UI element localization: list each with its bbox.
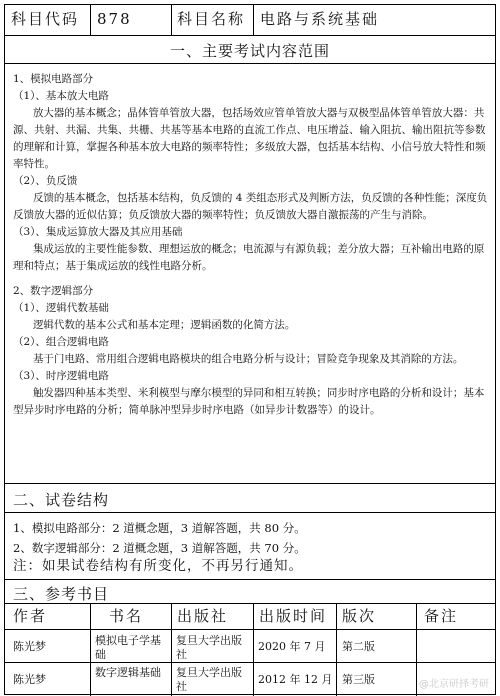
section-1-title: 一、主要考试内容范围 bbox=[169, 42, 330, 60]
subject-name-label: 科目名称 bbox=[177, 10, 246, 28]
row1-date: 2020 年 7 月 bbox=[258, 640, 326, 653]
divider bbox=[253, 5, 254, 35]
subheading-logic-algebra: （1）、逻辑代数基础 bbox=[13, 302, 109, 314]
divider bbox=[5, 603, 495, 604]
divider bbox=[171, 5, 172, 35]
row2-author: 陈光梦 bbox=[13, 673, 46, 686]
divider bbox=[5, 512, 495, 513]
subject-code-value: 878 bbox=[97, 10, 132, 28]
row2-title: 数字逻辑基础 bbox=[95, 666, 161, 679]
divider bbox=[336, 603, 337, 696]
row2-edition: 第三版 bbox=[342, 673, 375, 686]
paragraph-basic-amplifier: 放大器的基本概念；晶体管单管放大器，包括场效应管单管放大器与双极型晶体管单管放大器：共源、共射、共漏、共集、共栅、共基等基本电路的直流工作点、电压增益、输入阻抗、输出阻抗等参数的理解和计算，掌握各种基本放大电路的频率特性；多级放大器，包括基本结构、小信号放大特性和频率特性。 bbox=[13, 107, 486, 170]
divider bbox=[5, 35, 495, 36]
divider bbox=[5, 483, 495, 484]
paragraph-logic-algebra: 逻辑代数的基本公式和基本定理；逻辑函数的化简方法。 bbox=[32, 319, 296, 331]
heading-digital: 2、数字逻辑部分 bbox=[13, 285, 94, 297]
divider bbox=[253, 603, 254, 696]
section-1-body bbox=[13, 71, 489, 419]
subheading-negative-feedback: （2）、负反馈 bbox=[13, 175, 78, 187]
divider bbox=[90, 5, 91, 35]
row2-date: 2012 年 12 月 bbox=[258, 673, 333, 686]
col-header-date: 出版时间 bbox=[259, 607, 328, 625]
subject-code-label: 科目代码 bbox=[11, 10, 80, 28]
col-header-remarks: 备注 bbox=[424, 607, 459, 625]
structure-note: 注：如果试卷结构有所变化，不再另行通知。 bbox=[13, 558, 303, 574]
row1-publisher: 复旦大学出版社 bbox=[176, 634, 242, 661]
paragraph-op-amp: 集成运放的主要性能参数、理想运放的概念；电流源与有源负载；差分放大器；互补输出电路的原理和特点；基于集成运放的线性电路分析。 bbox=[13, 243, 485, 272]
divider bbox=[171, 603, 172, 696]
subheading-basic-amplifier: （1）、基本放大电路 bbox=[13, 90, 109, 102]
paragraph-combinational: 基于门电路、常用组合逻辑电路模块的组合电路分析与设计；冒险竞争现象及其消除的方法。 bbox=[32, 353, 464, 365]
subheading-combinational: （2）、组合逻辑电路 bbox=[13, 336, 109, 348]
divider bbox=[5, 63, 495, 64]
col-header-author: 作者 bbox=[13, 607, 48, 625]
col-header-edition: 版次 bbox=[342, 607, 377, 625]
structure-line-digital: 2、数字逻辑部分：2 道概念题，3 道解答题，共 70 分。 bbox=[13, 541, 306, 555]
divider bbox=[416, 603, 417, 696]
divider bbox=[5, 662, 495, 663]
row1-author: 陈光梦 bbox=[13, 640, 46, 653]
subject-name-value: 电路与系统基础 bbox=[260, 10, 380, 28]
paragraph-negative-feedback: 反馈的基本概念，包括基本结构，负反馈的 4 类组态形式及判断方法，负反馈的各种性能；深度负反馈放大器的近似估算；负反馈放大器的频率特性；负反馈放大器自激振荡的产生与消除。 bbox=[13, 192, 488, 221]
watermark: @北京研择考研 bbox=[419, 679, 489, 690]
row1-edition: 第二版 bbox=[342, 640, 375, 653]
row1-title: 模拟电子学基础 bbox=[95, 634, 161, 661]
paragraph-sequential: 触发器四种基本类型、米利模型与摩尔模型的异同和相互转换；同步时序电路的分析和设计；基本型异步时序电路的分析；简单脉冲型异步时序电路（如异步计数器等）的设计。 bbox=[13, 387, 485, 416]
subheading-op-amp: （3）、集成运算放大器及其应用基础 bbox=[13, 226, 183, 238]
divider bbox=[90, 603, 91, 696]
structure-line-analog: 1、模拟电路部分：2 道概念题，3 道解答题，共 80 分。 bbox=[13, 521, 306, 535]
exam-syllabus-sheet bbox=[4, 4, 496, 695]
row2-publisher: 复旦大学出版社 bbox=[176, 666, 242, 693]
divider bbox=[5, 629, 495, 630]
section-3-title: 三、参考书目 bbox=[13, 585, 110, 603]
divider bbox=[5, 579, 495, 580]
section-2-title: 二、试卷结构 bbox=[13, 491, 110, 509]
col-header-title: 书名 bbox=[109, 607, 144, 625]
col-header-publisher: 出版社 bbox=[177, 607, 229, 625]
subheading-sequential: （3）、时序逻辑电路 bbox=[13, 370, 109, 382]
heading-analog: 1、模拟电路部分 bbox=[13, 73, 94, 85]
